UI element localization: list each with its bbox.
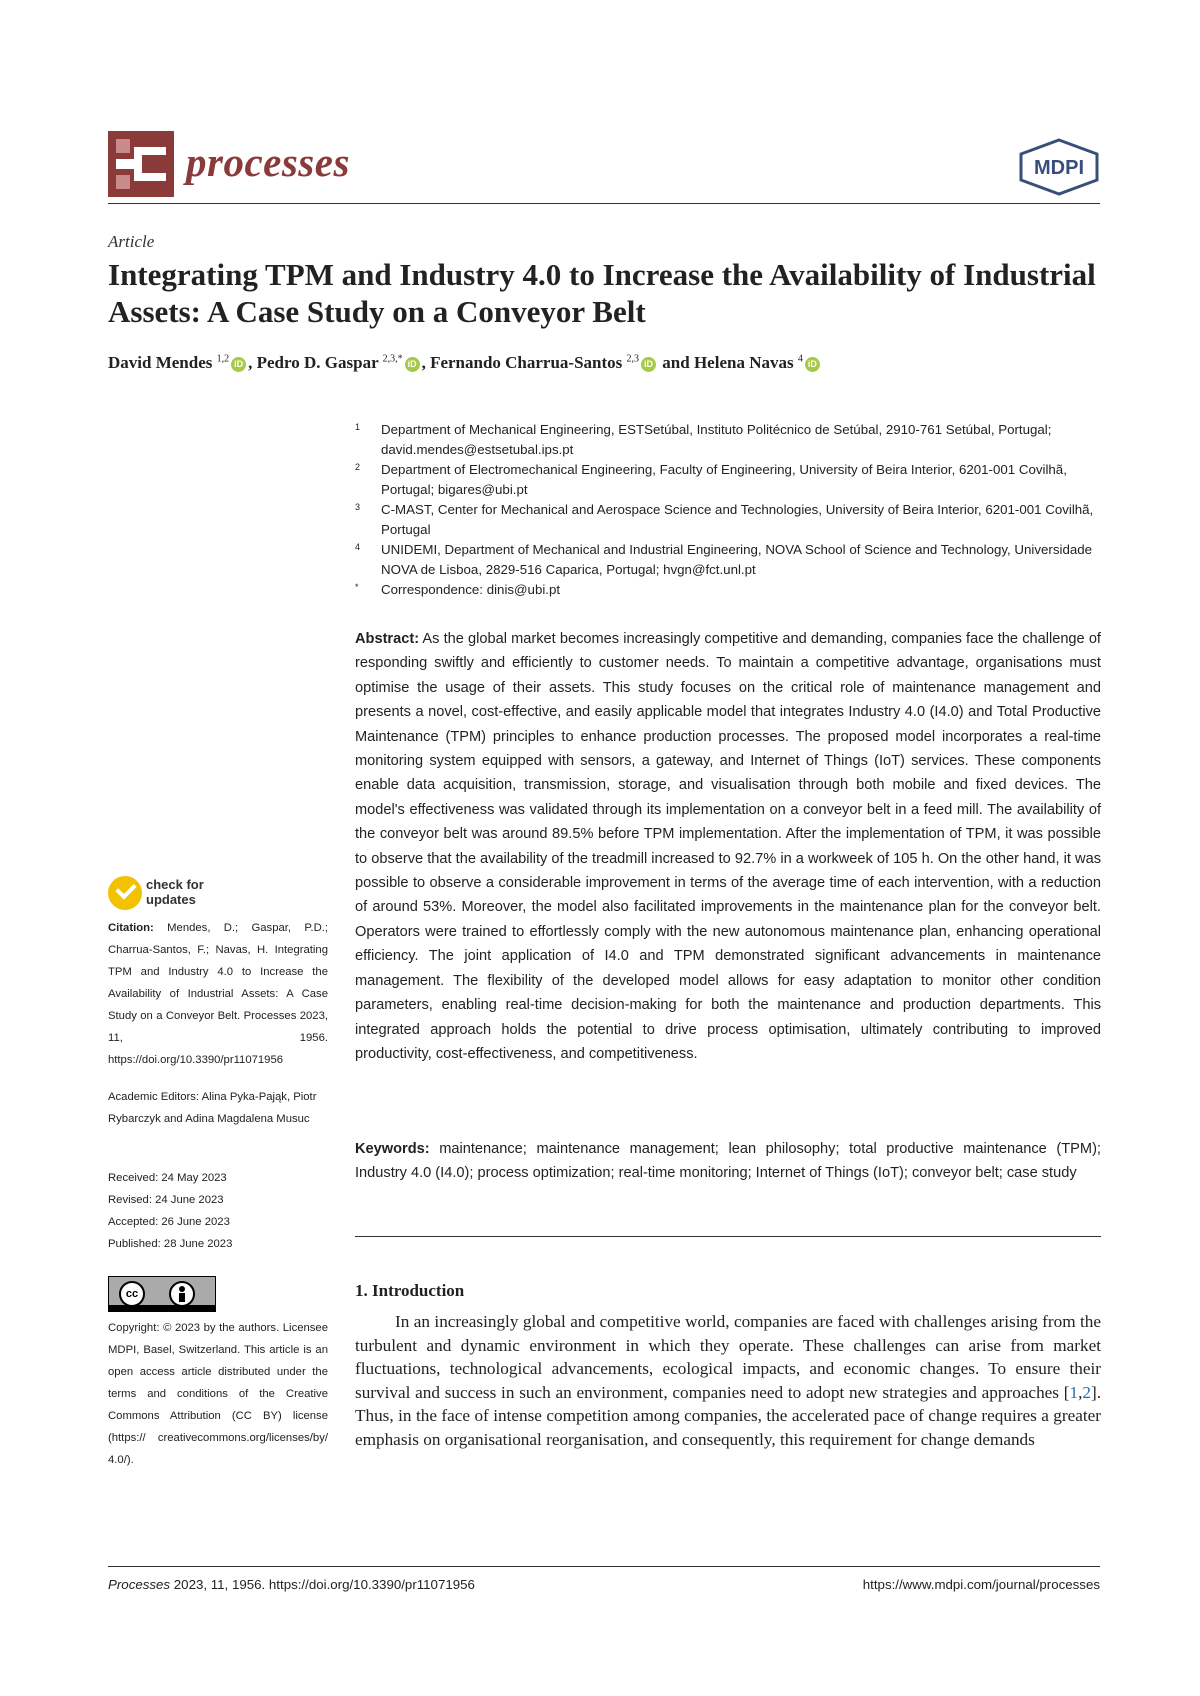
author-name: Fernando Charrua-Santos [430,353,623,372]
orcid-icon[interactable]: iD [805,357,820,372]
keywords-text: maintenance; maintenance management; lean philosophy; total productive maintenance (TPM); Industry 4.0 (I4.0); process optimization; real-time monitoring; Internet of Things (IoT); conveyor belt; case study [355,1141,1101,1182]
author-affiliation-marker: 2,3 [626,353,640,365]
author-name: David Mendes [108,353,213,372]
copyright-notice [108,1317,328,1471]
author-name: Pedro D. Gaspar [256,353,379,372]
correspondence-item [355,580,1105,600]
citation-link[interactable]: 1 [1069,1382,1079,1402]
editors-text: Alina Pyka-Pająk, Piotr Rybarczyk and Adina Magdalena Musuc [108,1091,317,1125]
paragraph-text: In an increasingly global and competitive world, companies are faced with challenges arising from the turbulent and dynamic environment in which they operate. These challenges can arise from market fluctuations, technological advancements, ecological impacts, and economic changes. To ensure their survival and success in such an environment, companies need to adopt new strategies and approaches [ [355,1312,1101,1402]
abstract-label: Abstract: [355,631,420,647]
author-affiliation-marker: 2,3,* [382,353,403,365]
citation-block [108,917,328,1071]
date-accepted: Accepted: 26 June 2023 [108,1216,230,1228]
article-type: Article [108,232,155,251]
creative-commons-icon: cc [119,1281,145,1307]
copyright-text: © 2023 by the authors. Licensee MDPI, Basel, Switzerland. This article is an open access article distributed under the terms and conditions of the Creative Commons Attribution (CC BY) license (https:// creativecommons.org/licenses/by/ 4.0/). [108,1322,328,1466]
affiliations-list [355,420,1105,600]
footer-citation [108,1577,475,1592]
date-published: Published: 28 June 2023 [108,1238,233,1250]
date-received: Received: 24 May 2023 [108,1172,227,1184]
attribution-icon [169,1281,195,1307]
affiliation-text: C-MAST, Center for Mechanical and Aerospace Science and Technologies, University of Beira Interior, 6201-001 Covilhã, Portugal [381,502,1094,537]
check-for-updates-button[interactable] [108,876,228,912]
abstract-text: As the global market becomes increasingly competitive and demanding, companies face the challenge of responding swiftly and efficiently to customer needs. To maintain a competitive advantage, organisations must optimise the usage of their assets. This study focuses on the critical role of maintenance management and presents a novel, cost-effective, and easily applicable model that integrates Industry 4.0 (I4.0) and Total Productive Maintenance (TPM) principles to enhance production processes. The proposed model incorporates a real-time monitoring system equipped with sensors, a gateway, and Internet of Things (IoT) services. These components enable data acquisition, transmission, storage, and visualisation through both mobile and fixed devices. The model's effectiveness was validated through its implementation on a conveyor belt in a feed mill. The availability of the conveyor belt was around 89.5% before TPM implementation. After the implementation of TPM, it was possible to observe that the availability of the treadmill increased to 92.7% in a workweek of 105 h. On the other hand, it was possible to observe a considerable improvement in terms of the average time of each intervention, with a reduction of around 53%. Moreover, the model also facilitated improvements in the maintenance plan for the conveyor belt. Operators were trained to effortlessly comply with the new autonomous maintenance plan, enhancing operational efficiency. The joint application of I4.0 and TPM demonstrated significant advancements in maintenance management. The flexibility of the developed model allows for easy adaptation to monitor other condition parameters, enabling real-time decision-making for both the maintenance and production departments. This integrated approach holds the potential to drive process optimisation, ultimately contributing to improved productivity, cost-effectiveness, and competitiveness. [355,631,1101,1062]
publication-dates [108,1167,328,1255]
keywords [355,1137,1101,1186]
affiliation-marker: 2 [355,462,361,472]
section-divider [355,1236,1101,1237]
academic-editors [108,1086,328,1130]
header-divider [108,203,1100,204]
orcid-icon[interactable]: iD [641,357,656,372]
svg-text:MDPI: MDPI [1034,157,1084,179]
affiliation-text: UNIDEMI, Department of Mechanical and Industrial Engineering, NOVA School of Science and Technology, Universidade NOVA de Lisboa, 2829-516 Caparica, Portugal; hvgn@fct.unl.pt [381,542,1093,577]
footer-divider [108,1566,1100,1567]
footer-doi[interactable]: 2023, 11, 1956. https://doi.org/10.3390/pr11071956 [173,1577,475,1592]
orcid-icon[interactable]: iD [231,357,246,372]
journal-name: processes [186,139,350,185]
citation-label: Citation: [108,922,154,934]
orcid-icon[interactable]: iD [405,357,420,372]
abstract [355,627,1101,1066]
cc-by-license-badge[interactable] [108,1276,216,1312]
mdpi-logo-icon [1017,138,1101,196]
author-affiliation-marker: 1,2 [216,353,230,365]
correspondence-marker: * [355,582,359,592]
keywords-label: Keywords: [355,1141,430,1157]
editors-label: Academic Editors: [108,1091,200,1103]
check-updates-label: check for updates [146,877,204,907]
date-revised: Revised: 24 June 2023 [108,1194,224,1206]
author-affiliation-marker: 4 [797,353,803,365]
citation-text: Mendes, D.; Gaspar, P.D.; Charrua-Santos, F.; Navas, H. Integrating TPM and Industry 4.0 to Increase the Availability of Industrial Assets: A Case Study on a Conveyor Belt. Processes 2023, 11, 1956. https://doi.org/10.3390/pr11071956 [108,922,328,1066]
section-heading: 1. Introduction [355,1281,465,1300]
affiliation-text: Department of Mechanical Engineering, ESTSetúbal, Instituto Politécnico de Setúbal, 2910-761 Setúbal, Portugal; david.mendes@estsetubal.ips.pt [381,422,1052,457]
author-list: David Mendes $^{1,2}$ iD , Pedro D. Gaspar $^{2,3,*}$ iD , Fernando Charrua-Santos $^{2,3}$ iD and Helena Navas $^4$ iD [108,353,822,373]
affiliation-item [355,420,1105,460]
publisher-logo [1017,138,1101,196]
author-name: Helena Navas [693,353,794,372]
affiliation-marker: 3 [355,502,361,512]
affiliation-item [355,500,1105,540]
footer-journal-url[interactable]: https://www.mdpi.com/journal/processes [862,1577,1100,1592]
footer-journal: Processes [108,1577,171,1592]
affiliation-item [355,540,1105,580]
affiliation-text: Department of Electromechanical Engineering, Faculty of Engineering, University of Beira Interior, 6201-001 Covilhã, Portugal; bigares@ubi.pt [381,462,1067,497]
copyright-label: Copyright: [108,1322,160,1334]
check-updates-icon [108,876,142,910]
citation-link[interactable]: 2 [1082,1382,1091,1402]
introduction-paragraph: In an increasingly global and competitive world, companies are faced with challenges arising from the turbulent and dynamic environment in which they operate. These challenges can arise from market fluctuations, technological advancements, ecological impacts, and economic changes. To ensure their survival and success in such an environment, companies need to adopt new strategies and approaches [1,2]. Thus, in the face of intense competition among companies, the accelerated pace of change requires a greater emphasis on organisational reorganisation, and consequently, this requirement for change demands [355,1312,1101,1449]
paragraph-text: ]. Thus, in the face of intense competition among companies, the accelerated pace of change requires a greater emphasis on organisational reorganisation, and consequently, this requirement for change demands [355,1382,1101,1449]
journal-logo [108,131,174,197]
article-title: Integrating TPM and Industry 4.0 to Increase the Availability of Industrial Assets: A Case Study on a Conveyor Belt [108,257,1096,329]
affiliation-marker: 4 [355,542,361,552]
affiliation-item [355,460,1105,500]
correspondence-text: Correspondence: dinis@ubi.pt [381,582,561,597]
processes-logo-icon [108,131,174,197]
affiliation-marker: 1 [355,422,361,432]
